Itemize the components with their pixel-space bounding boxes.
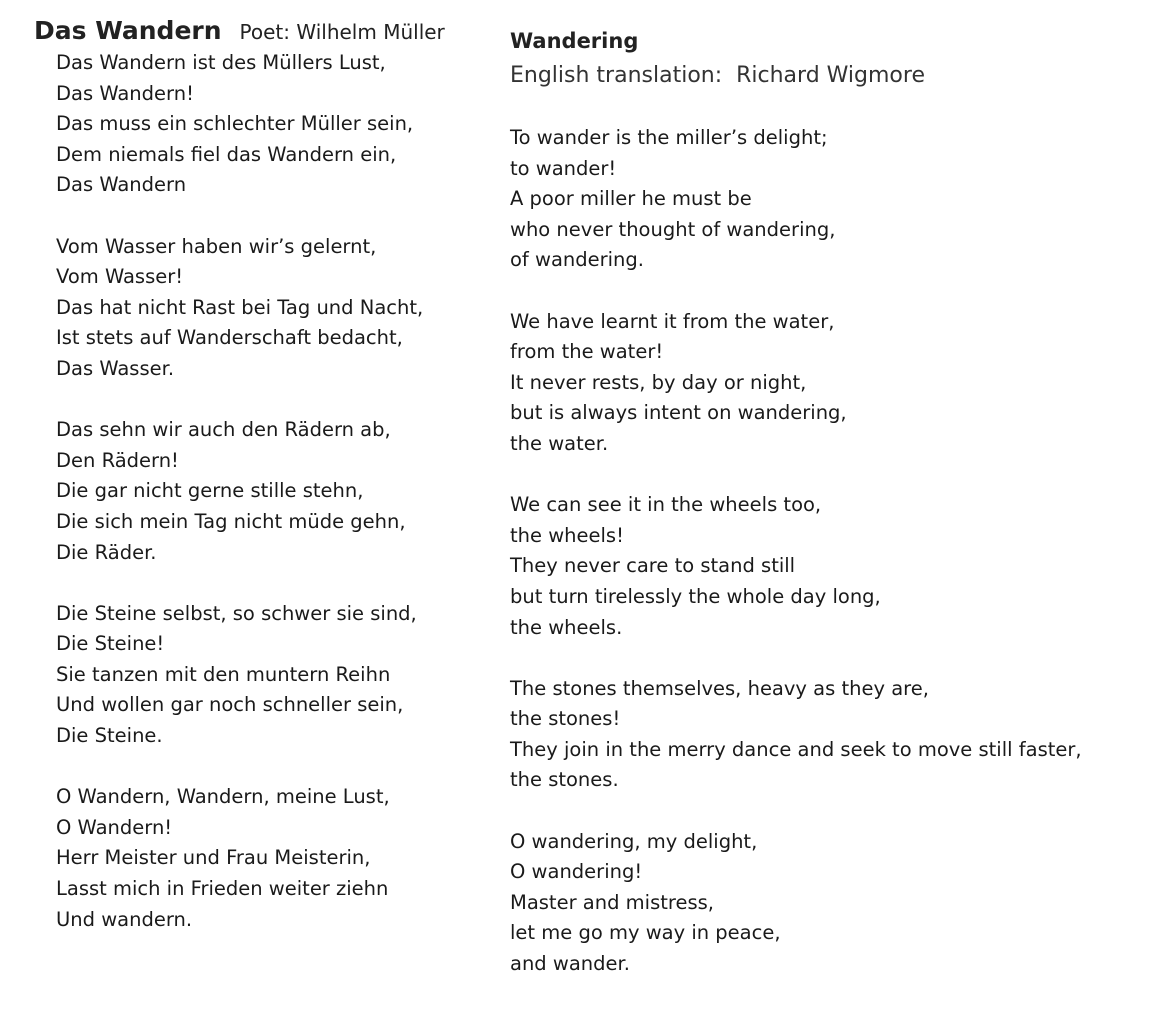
german-stanza [56, 782, 423, 935]
german-poem-line: Die sich mein Tag nicht müde gehn, [56, 509, 406, 533]
german-poem-line: Ist stets auf Wanderschaft bedacht, [56, 326, 403, 350]
german-poem-line: Das hat nicht Rast bei Tag und Nacht, [56, 295, 424, 319]
english-poem-line: Master and mistress, [510, 890, 714, 914]
english-poem-line: We can see it in the wheels too, [510, 493, 822, 517]
german-poem-line: Und wollen gar noch schneller sein, [56, 693, 404, 717]
english-stanza [510, 674, 1082, 796]
english-poem-line: from the water! [510, 340, 664, 364]
german-poem-line: Die Räder. [56, 540, 157, 564]
english-poem-line: the stones! [510, 707, 621, 731]
english-poem-line: They join in the merry dance and seek to move still faster, [510, 737, 1082, 761]
english-stanza [510, 123, 1082, 276]
english-poem-line: the stones. [510, 768, 619, 792]
german-poem-line: Das Wasser. [56, 356, 175, 380]
german-poem-line: Das Wandern ist des Müllers Lust, [56, 51, 386, 74]
german-header [34, 16, 445, 45]
german-poem-line: Die Steine selbst, so schwer sie sind, [56, 601, 417, 625]
english-poem-line: let me go my way in peace, [510, 921, 781, 945]
english-poem-line: but is always intent on wandering, [510, 401, 847, 425]
english-poem-line: of wandering. [510, 248, 644, 272]
german-poem-line: Die Steine! [56, 632, 165, 656]
german-poem-line: Und wandern. [56, 907, 193, 931]
english-poem-line: the wheels! [510, 523, 624, 547]
german-poem-line: Die gar nicht gerne stille stehn, [56, 479, 364, 503]
german-poem-line: Vom Wasser haben wir’s gelernt, [56, 234, 377, 258]
english-poem-line: the water. [510, 431, 609, 455]
english-stanzas [510, 123, 1082, 1010]
english-poem-line: who never thought of wandering, [510, 217, 836, 241]
english-poem-line: They never care to stand still [510, 554, 796, 578]
english-poem-line: to wander! [510, 156, 617, 180]
english-stanza [510, 490, 1082, 643]
german-poem-line: O Wandern! [56, 815, 173, 839]
translator-credit: English translation: Richard Wigmore [510, 63, 925, 88]
german-poem-line: Den Rädern! [56, 448, 179, 472]
english-poem-line: We have learnt it from the water, [510, 309, 835, 333]
german-poem-line: Das Wandern [56, 173, 187, 197]
german-poem-line: Dem niemals fiel das Wandern ein, [56, 142, 397, 166]
german-poem-line: Herr Meister und Frau Meisterin, [56, 846, 371, 870]
german-poem-title: Das Wandern [34, 16, 222, 45]
english-poem-line: but turn tirelessly the whole day long, [510, 584, 881, 608]
german-stanza [56, 599, 423, 752]
german-poem-line: Lasst mich in Frieden weiter ziehn [56, 877, 389, 901]
english-poem-line: It never rests, by day or night, [510, 370, 807, 394]
german-poem-line: Die Steine. [56, 724, 163, 748]
english-poem-line: To wander is the miller’s delight; [510, 126, 828, 149]
english-poem-line: O wandering! [510, 860, 643, 884]
english-poem-line: the wheels. [510, 615, 623, 639]
english-poem-line: A poor miller he must be [510, 187, 752, 211]
german-stanzas [56, 48, 423, 966]
poet-credit: Poet: Wilhelm Müller [239, 20, 445, 44]
german-poem-line: Vom Wasser! [56, 265, 184, 289]
german-poem-line: Das Wandern! [56, 81, 194, 105]
english-poem-line: The stones themselves, heavy as they are, [510, 676, 929, 700]
german-stanza [56, 232, 423, 385]
german-stanza [56, 415, 423, 568]
german-poem-line: Sie tanzen mit den muntern Reihn [56, 662, 391, 686]
german-poem-line: Das muss ein schlechter Müller sein, [56, 112, 414, 136]
english-poem-line: O wandering, my delight, [510, 829, 758, 853]
english-stanza [510, 307, 1082, 460]
english-poem-line: and wander. [510, 952, 630, 976]
german-stanza [56, 48, 423, 201]
english-poem-title: Wandering [510, 29, 639, 53]
german-poem-line: Das sehn wir auch den Rädern ab, [56, 418, 391, 442]
german-poem-line: O Wandern, Wandern, meine Lust, [56, 785, 390, 809]
english-stanza [510, 827, 1082, 980]
